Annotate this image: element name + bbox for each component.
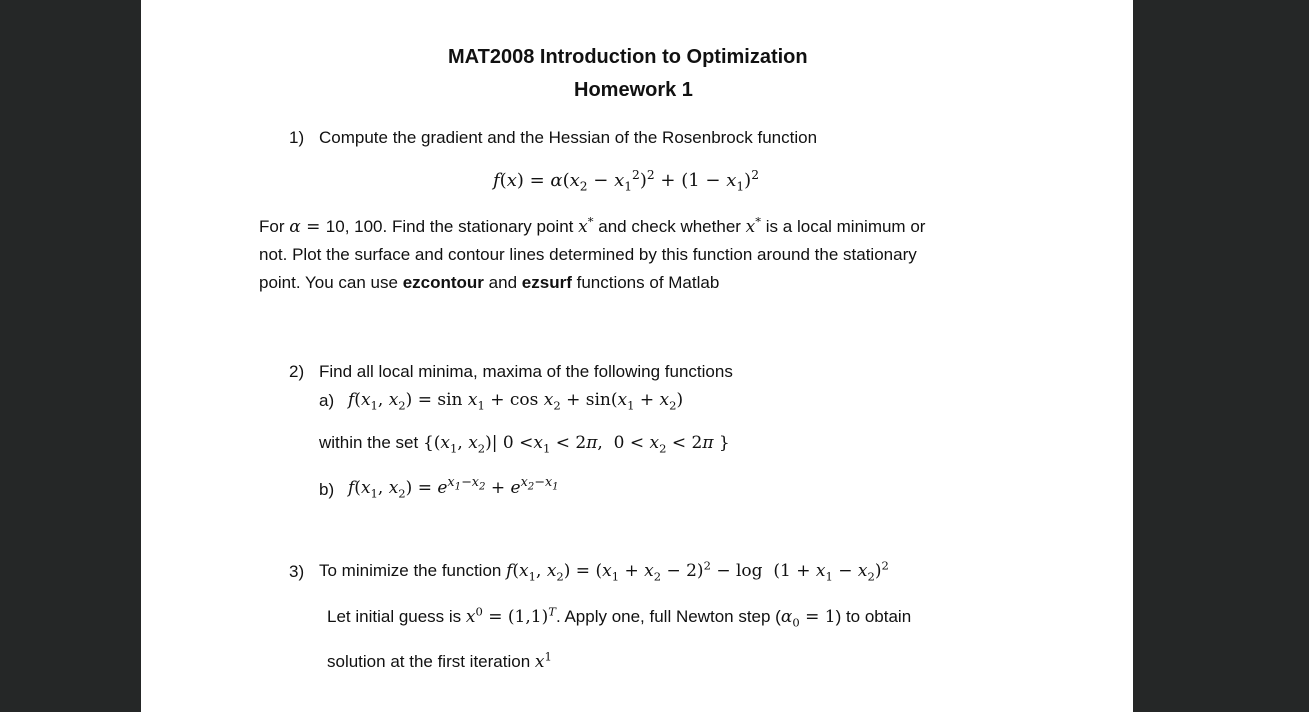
question-3-solution-line: solution at the first iteration $x^1$: [327, 649, 552, 672]
document-title: MAT2008 Introduction to Optimization: [448, 46, 808, 68]
question-2b-formula: $f(x_1$, $x_2) = e^{x_1-x_2} + e^{x_2-x_1}$: [348, 475, 559, 501]
solution-text: solution at the first iteration: [327, 652, 531, 671]
and-text: and: [488, 273, 518, 292]
para-check-text: and check whether: [598, 217, 741, 236]
ezsurf-keyword: ezsurf: [521, 273, 572, 292]
question-1-number: 1): [289, 128, 305, 147]
document-subtitle: Homework 1: [574, 79, 693, 101]
guess-start-text: Let initial guess is: [327, 607, 462, 626]
line3-end: functions of Matlab: [576, 273, 720, 292]
question-1-text: Compute the gradient and the Hessian of the Rosenbrock function: [319, 128, 818, 147]
question-3-line: To minimize the function $f(x_1$, $x_2) = (x_1 + x_2 - 2)^2 - \log (1 + x_1 - x_2)^2$: [319, 558, 889, 584]
ezcontour-keyword: ezcontour: [402, 273, 484, 292]
rosenbrock-formula: $f(x) = \alpha(x_2 - x_1^2)^2 + (1 - x_1)^2$: [493, 168, 759, 194]
para-values-text: 10, 100. Find the stationary point: [325, 217, 574, 236]
question-2a-domain: within the set {($x_1$, $x_2)|$ $0 <x_1 < 2\pi$, $0 < x_2 < 2\pi$ }: [319, 433, 730, 456]
question-1-paragraph-line-3: [259, 273, 719, 293]
question-2b-label: b): [319, 480, 335, 499]
question-2-text: Find all local minima, maxima of the following functions: [319, 362, 733, 381]
question-3-number: 3): [289, 562, 305, 581]
document-page: [141, 0, 1133, 712]
para-for-text: For: [259, 217, 285, 236]
guess-mid-text: . Apply one, full Newton step (: [555, 607, 781, 626]
within-text: within the set: [319, 433, 419, 452]
question-2a-label: a): [319, 391, 335, 410]
question-1-paragraph-line-2: not. Plot the surface and contour lines determined by this function around the stationary: [259, 245, 917, 264]
line3-start: point. You can use: [259, 273, 398, 292]
question-1-paragraph-line-1: For α = 10, 100. Find the stationary point x* and check whether x* is a local minimum or: [259, 214, 926, 237]
question-2-number: 2): [289, 362, 305, 381]
question-2a-formula: $f(x_1$, $x_2) = \sin x_1 + \cos x_2 + \sin(x_1 + x_2)$: [348, 390, 684, 413]
question-3-guess-line: Let initial guess is $x^0 = (1,1)^T$. Apply one, full Newton step $(\alpha_0 = 1)$ to obtain: [327, 604, 912, 630]
question-3-text: To minimize the function: [319, 561, 502, 580]
guess-end-text: ) to obtain: [835, 607, 912, 626]
para-tail-text: is a local minimum or: [765, 217, 926, 236]
